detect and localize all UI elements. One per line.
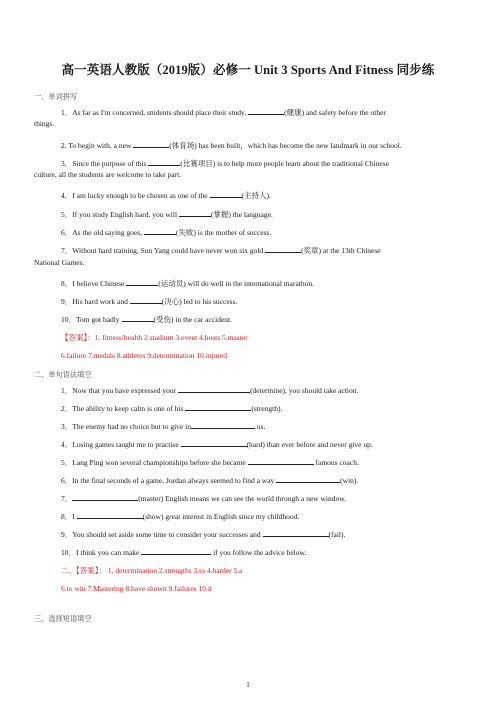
question-line: 3．Since the purpose of this (比赛项目) is to help more people learn about the traditional Chinese: [61, 159, 389, 168]
question-line: 9．You should set aside some time to consider your successes and (fail).: [61, 530, 346, 539]
page-title: 高一英语人教版（2019版）必修一 Unit 3 Sports And Fitness 同步练: [61, 63, 435, 77]
question-line: 4．Losing games taught me to practise (hard) than ever before and never give up.: [61, 440, 373, 449]
question-line: 10．I think you can make if you follow the advice below.: [61, 548, 307, 557]
question-line: 8．I believe Chinese (运动员) will do well in the international marathon.: [61, 279, 315, 288]
question-line: 7．Without hard training, Sun Yang could have never won six gold (奖章) at the 13th Chinese: [61, 246, 381, 255]
answer-key: 【答案】：1. fitness/health 2.stadium 3.event 4.hosts 5.master: [61, 333, 248, 342]
question-line: 2．The ability to keep calm is one of his (strength).: [61, 404, 283, 413]
question-line: 6．As the old saying goes, (失败) is the mother of success.: [61, 228, 272, 237]
question-line: 8．I (show) great interest in English since my childhood.: [61, 512, 300, 521]
question-line: 5．Lang Ping won several championships before she became famous coach.: [61, 458, 359, 467]
answer-key: 二、【答案】： 1. determination 2.strengths 3.to 4.harder 5.a: [61, 566, 243, 575]
question-line: 1．Now that you have expressed your (determine), you should take action.: [61, 386, 359, 395]
question-line: 10．Tom got badly (受伤) in the car accident.: [61, 315, 233, 324]
answer-key: 6.failure 7.medals 8.athletes 9.determination 10.injured: [61, 351, 227, 360]
question-line: 2. To begin with, a new (体育场) has been built，which has become the new landmark in our school.: [61, 141, 402, 150]
section-heading-1: 一、单词拼写: [34, 93, 78, 101]
question-line: 9．His hard work and (决心) led to his success.: [61, 297, 238, 306]
question-line: National Games.: [34, 258, 85, 267]
question-line: 6．In the final seconds of a game, Jordan always seemed to find a way (win).: [61, 476, 359, 485]
question-line: 4．I am lucky enough to be chosen as one of the (主持人).: [61, 191, 271, 200]
question-line: things.: [34, 119, 55, 128]
question-line: 5．If you study English hard, you will (掌握) the language.: [61, 210, 273, 219]
question-line: culture, all the students are welcome to take part.: [34, 170, 182, 179]
answer-key: 6.to win 7.Mastering 8.have shown 9.failures 10.it: [61, 584, 213, 593]
section-heading-3: 三、选择短语填空: [34, 615, 92, 623]
question-line: 7． (master) English means we can see the world through a new window.: [61, 494, 347, 503]
section-heading-2: 二、单句语法填空: [34, 371, 92, 379]
question-line: 1．As far as I'm concerned, students should place their study, (健康) and safety before the other: [61, 108, 386, 117]
question-line: 3．The enemy had no choice but to give in us.: [61, 422, 266, 431]
page-number: 1: [246, 681, 250, 689]
